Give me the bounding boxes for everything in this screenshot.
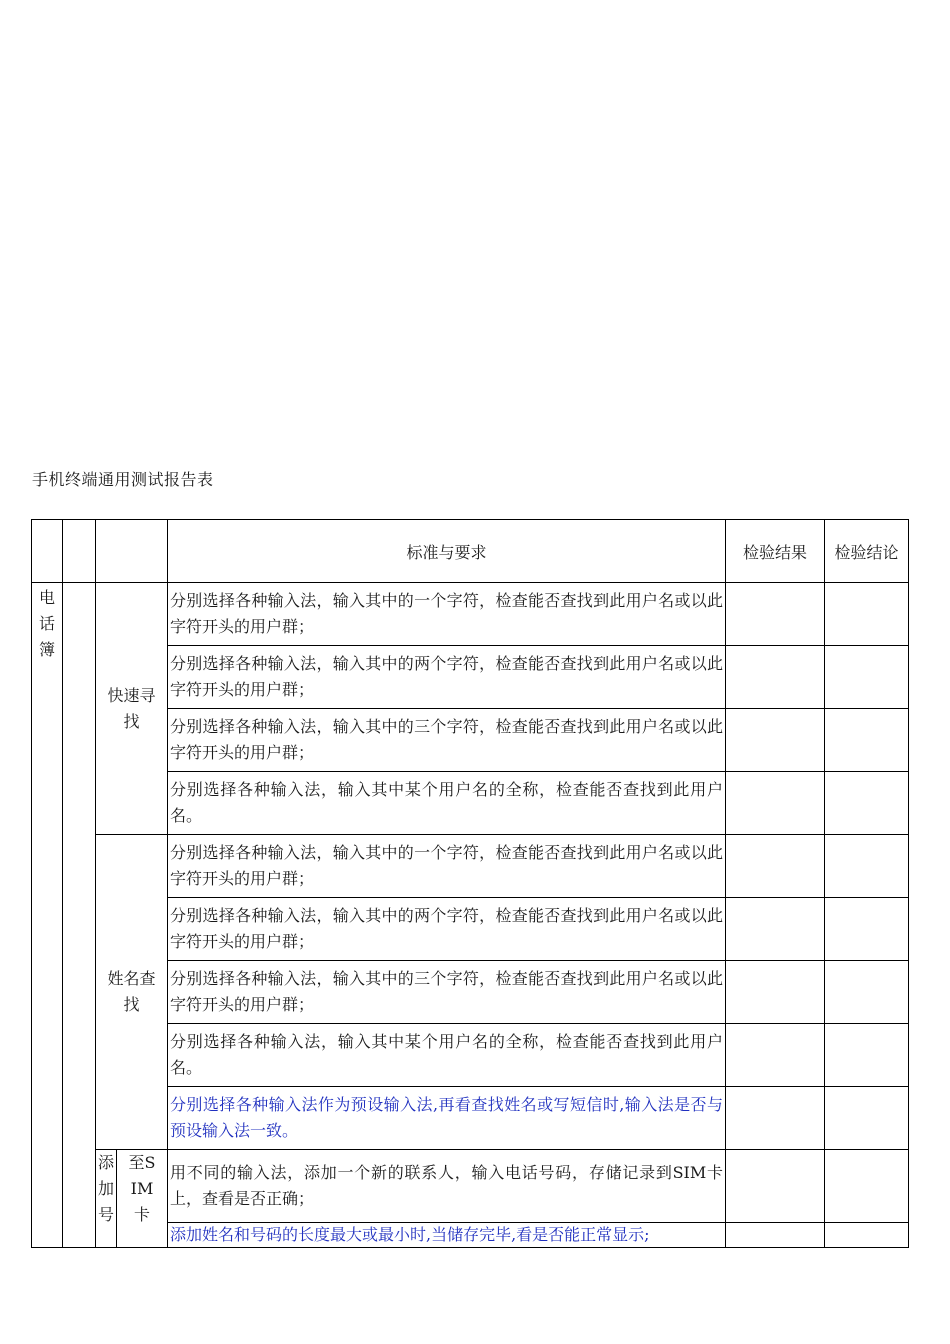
header-blank-3 (96, 520, 168, 583)
standard-cell: 分别选择各种输入法，输入其中的三个字符，检查能否查找到此用户名或以此字符开头的用户群； (168, 709, 726, 772)
conclusion-cell[interactable] (825, 898, 909, 961)
standard-cell: 分别选择各种输入法，输入其中的两个字符，检查能否查找到此用户名或以此字符开头的用户群； (168, 898, 726, 961)
table-row (32, 583, 909, 646)
table-row (32, 1150, 909, 1223)
standard-cell: 分别选择各种输入法，输入其中的一个字符，检查能否查找到此用户名或以此字符开头的用户群； (168, 835, 726, 898)
header-row (32, 520, 909, 583)
standard-cell: 分别选择各种输入法，输入其中的三个字符，检查能否查找到此用户名或以此字符开头的用户群； (168, 961, 726, 1024)
result-cell[interactable] (726, 709, 825, 772)
result-cell[interactable] (726, 1087, 825, 1150)
standard-cell: 分别选择各种输入法，输入其中某个用户名的全称，检查能否查找到此用户名。 (168, 1024, 726, 1087)
header-blank-2 (63, 520, 96, 583)
conclusion-cell[interactable] (825, 646, 909, 709)
result-cell[interactable] (726, 835, 825, 898)
group-name-cell (96, 583, 168, 835)
conclusion-cell[interactable] (825, 1223, 909, 1248)
conclusion-cell[interactable] (825, 1150, 909, 1223)
standard-cell: 添加姓名和号码的长度最大或最小时,当储存完毕,看是否能正常显示; (168, 1223, 726, 1248)
category-cell (32, 583, 63, 1248)
conclusion-cell[interactable] (825, 835, 909, 898)
result-cell[interactable] (726, 646, 825, 709)
conclusion-cell[interactable] (825, 1087, 909, 1150)
conclusion-cell[interactable] (825, 1024, 909, 1087)
blank-column-cell (63, 583, 96, 1248)
group-label-name-search: 姓名查找 (107, 969, 156, 1014)
test-report-table-container (31, 519, 909, 1248)
test-report-table (31, 519, 909, 1248)
group-label-add-part1: 添加号 (98, 1153, 115, 1224)
conclusion-cell[interactable] (825, 772, 909, 835)
standard-cell: 分别选择各种输入法作为预设输入法,再看查找姓名或写短信时,输入法是否与预设输入法一致。 (168, 1087, 726, 1150)
group-name-cell-part1 (96, 1150, 117, 1248)
group-label-add-part2: 至SIM卡 (128, 1153, 156, 1224)
standard-cell: 用不同的输入法，添加一个新的联系人，输入电话号码，存储记录到SIM卡上，查看是否正确； (168, 1150, 726, 1223)
result-cell[interactable] (726, 583, 825, 646)
document-title: 手机终端通用测试报告表 (32, 470, 214, 489)
standard-cell: 分别选择各种输入法，输入其中的一个字符，检查能否查找到此用户名或以此字符开头的用户群； (168, 583, 726, 646)
group-name-cell (96, 835, 168, 1150)
header-result: 检验结果 (726, 520, 825, 583)
conclusion-cell[interactable] (825, 583, 909, 646)
category-label: 电话簿 (38, 588, 55, 659)
result-cell[interactable] (726, 1024, 825, 1087)
result-cell[interactable] (726, 961, 825, 1024)
table-row (32, 835, 909, 898)
result-cell[interactable] (726, 772, 825, 835)
result-cell[interactable] (726, 1150, 825, 1223)
header-blank-1 (32, 520, 63, 583)
group-label-quick-search: 快速寻找 (107, 685, 156, 731)
result-cell[interactable] (726, 898, 825, 961)
group-name-cell-part2 (117, 1150, 168, 1248)
conclusion-cell[interactable] (825, 961, 909, 1024)
header-conclusion: 检验结论 (825, 520, 909, 583)
conclusion-cell[interactable] (825, 709, 909, 772)
result-cell[interactable] (726, 1223, 825, 1248)
header-standard: 标准与要求 (168, 520, 726, 583)
standard-cell: 分别选择各种输入法，输入其中的两个字符，检查能否查找到此用户名或以此字符开头的用户群； (168, 646, 726, 709)
standard-cell: 分别选择各种输入法，输入其中某个用户名的全称，检查能否查找到此用户名。 (168, 772, 726, 835)
